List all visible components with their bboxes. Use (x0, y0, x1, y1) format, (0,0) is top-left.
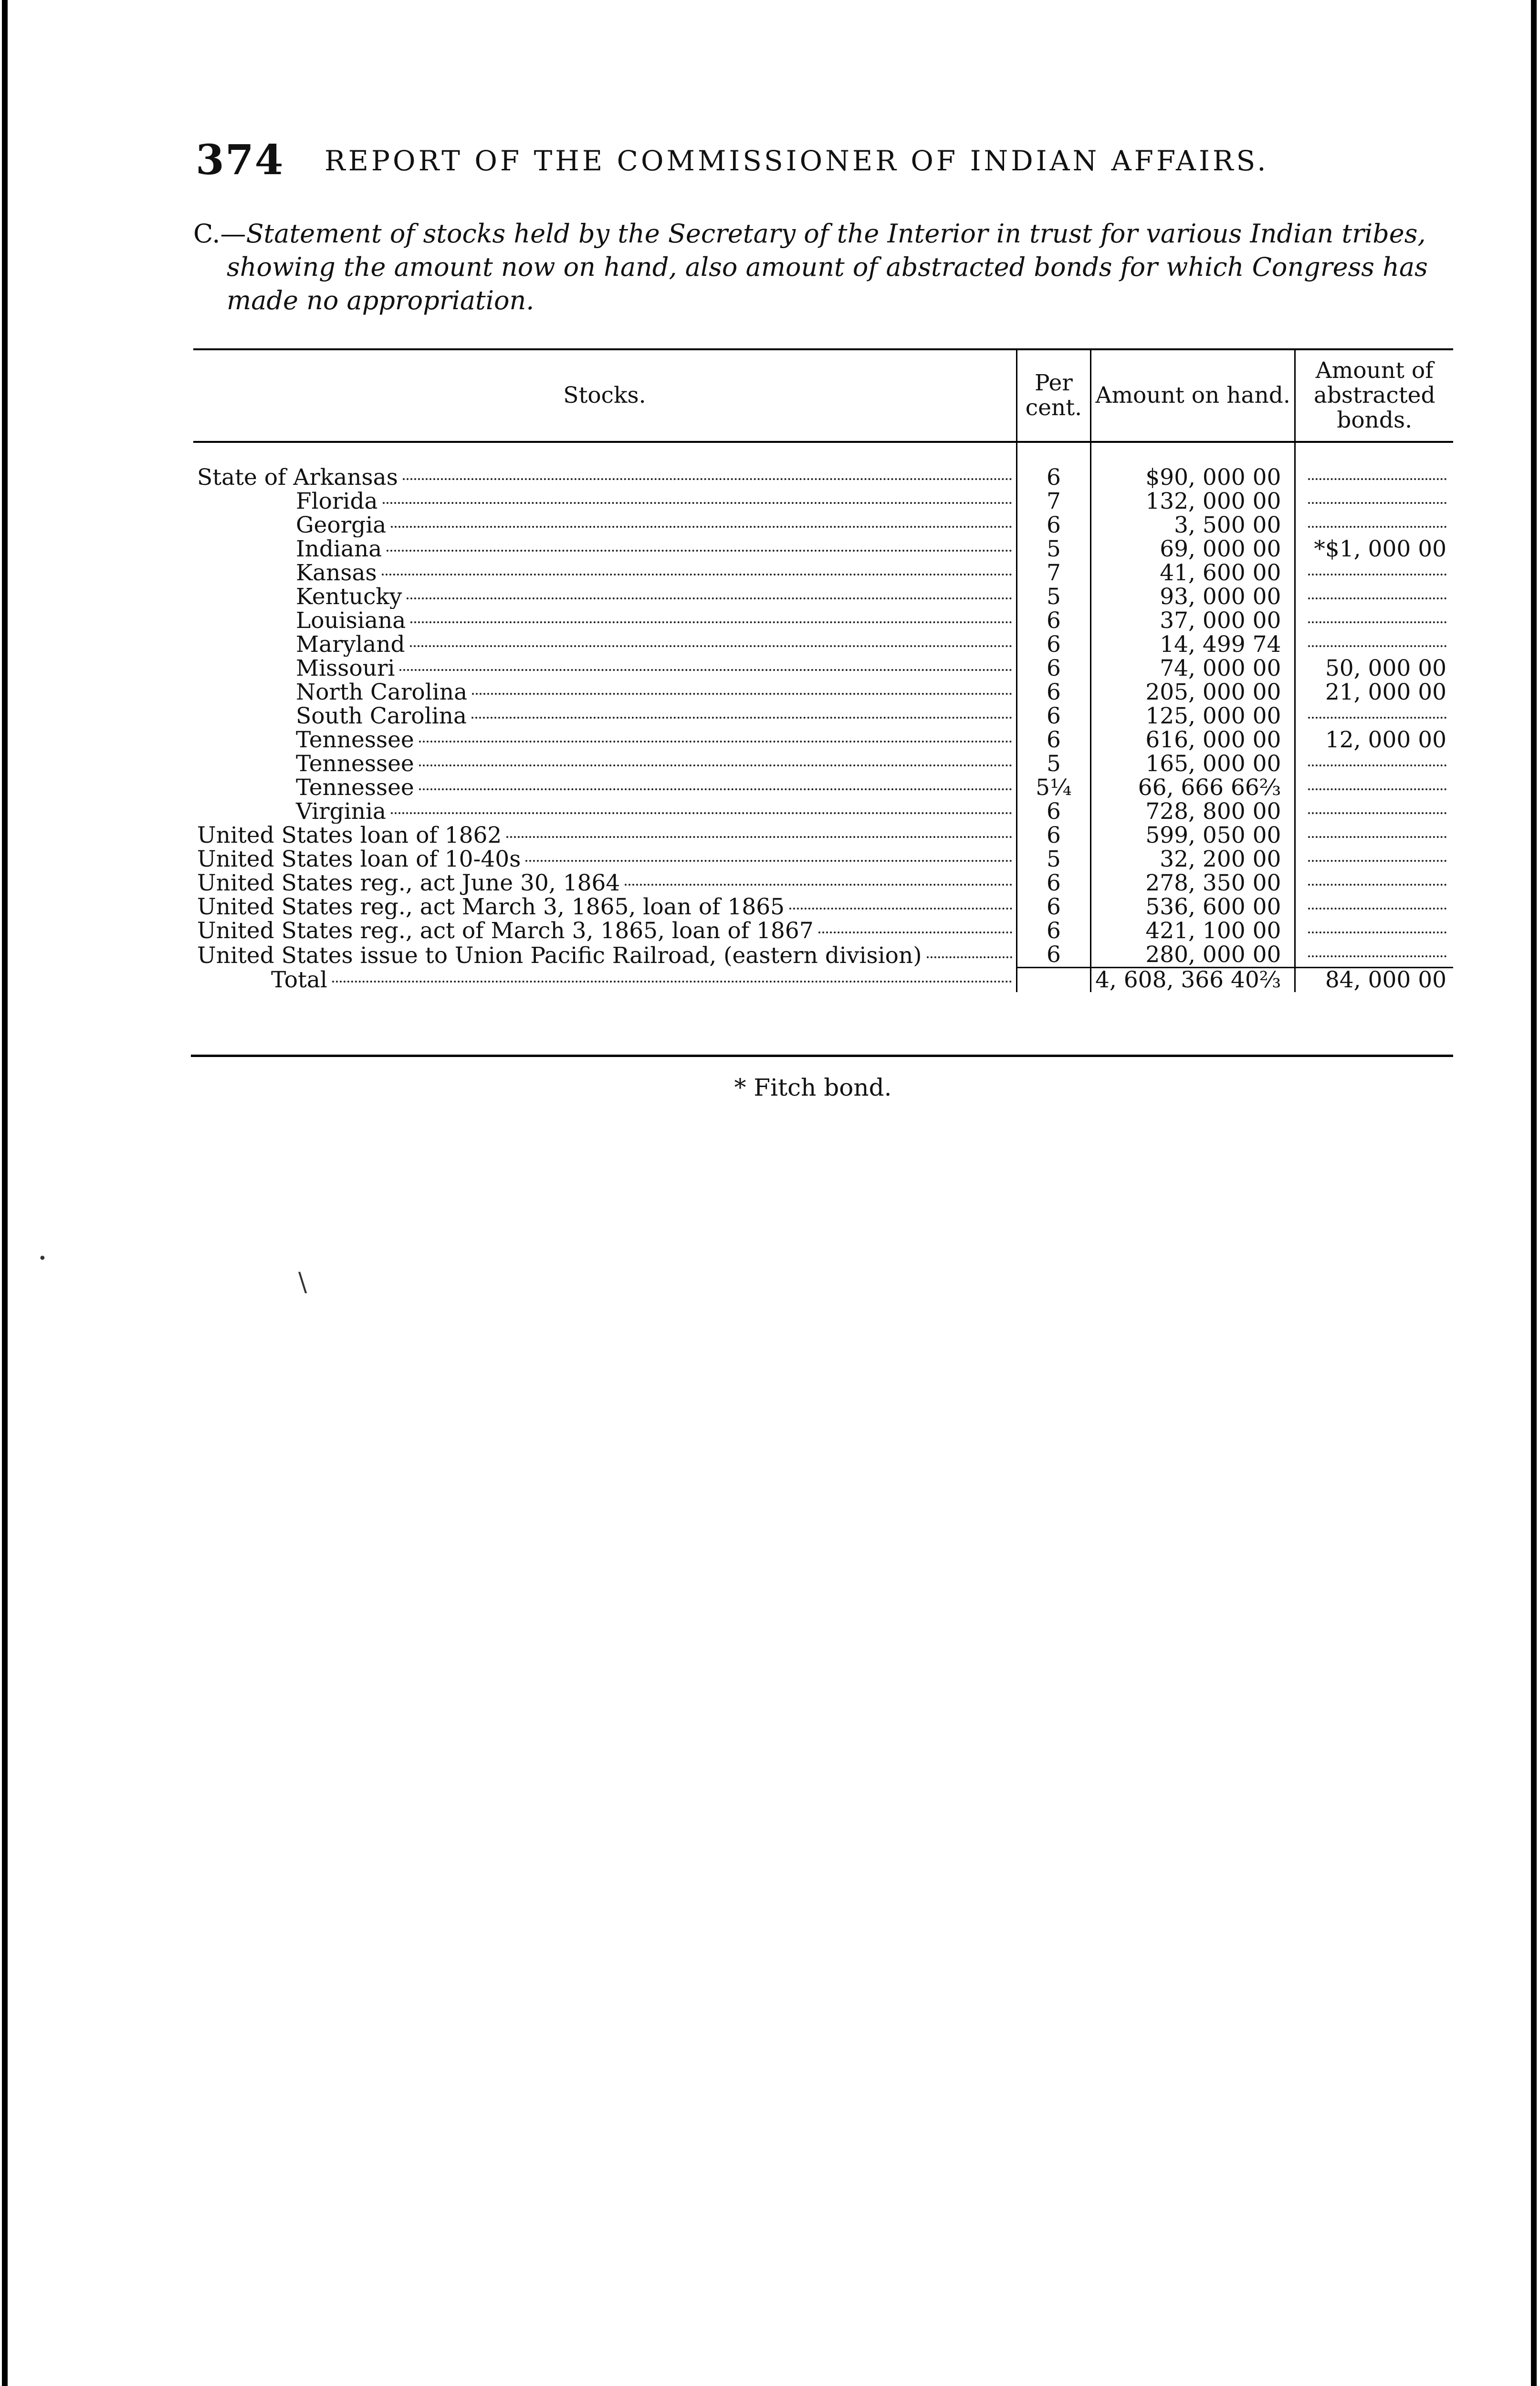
rate-cell: 6 (1016, 895, 1090, 919)
amount-cell: 165, 000 00 (1090, 752, 1295, 776)
amount-cell: 32, 200 00 (1090, 848, 1295, 871)
empty-dot-leader (1308, 955, 1446, 957)
abstracted-cell (1295, 585, 1453, 609)
table-row (193, 680, 1453, 704)
stock-name: Missouri (296, 657, 395, 680)
abstracted-cell (1295, 895, 1453, 919)
stock-name: Indiana (296, 537, 382, 561)
amount-cell: 66, 666 66⅔ (1090, 776, 1295, 800)
table-row (193, 871, 1453, 895)
table-row (193, 657, 1453, 680)
stock-name-cell (193, 728, 1016, 752)
dot-leader (818, 931, 1012, 933)
table-row (193, 800, 1453, 824)
stock-name-cell (193, 943, 1016, 968)
stock-name: Georgia (296, 513, 387, 537)
dot-leader (506, 836, 1012, 838)
empty-dot-leader (1308, 884, 1446, 886)
table-row (193, 466, 1453, 490)
empty-dot-leader (1308, 836, 1446, 838)
amount-cell: 37, 000 00 (1090, 609, 1295, 633)
table-row (193, 848, 1453, 871)
total-abstracted: 84, 000 00 (1295, 968, 1453, 993)
table-row (193, 824, 1453, 848)
header-stocks: Stocks. (193, 349, 1016, 442)
stocks-table (193, 348, 1453, 992)
stock-name: United States reg., act March 3, 1865, loan of 1865 (197, 895, 785, 919)
dot-leader (407, 597, 1012, 599)
table-row (193, 776, 1453, 800)
rate-cell: 6 (1016, 680, 1090, 704)
stock-name: Tennessee (296, 776, 414, 800)
dot-leader (927, 956, 1012, 958)
abstracted-cell (1295, 490, 1453, 513)
rate-cell: 6 (1016, 800, 1090, 824)
abstracted-cell (1295, 561, 1453, 585)
caption-line-2: showing the amount now on hand, also amount of abstracted bonds for which Congress has (227, 252, 1428, 282)
dot-leader (472, 693, 1012, 695)
stock-name: Kentucky (296, 585, 402, 609)
stock-name: Kansas (296, 561, 377, 585)
stock-name-cell (193, 490, 1016, 513)
dot-leader (410, 621, 1012, 623)
rate-cell: 5 (1016, 537, 1090, 561)
empty-dot-leader (1308, 931, 1446, 933)
dot-leader (789, 908, 1012, 910)
stock-name: State of Arkansas (197, 466, 398, 490)
abstracted-cell (1295, 776, 1453, 800)
amount-cell: 125, 000 00 (1090, 704, 1295, 728)
stock-name-cell (193, 513, 1016, 537)
caption-lead: C.— (193, 219, 246, 249)
stock-name-cell (193, 680, 1016, 704)
stray-dot-mark: • (38, 1250, 47, 1267)
rate-cell: 5 (1016, 848, 1090, 871)
dot-leader (403, 478, 1012, 480)
stock-name-cell (193, 752, 1016, 776)
amount-cell: 278, 350 00 (1090, 871, 1295, 895)
stock-name: South Carolina (296, 704, 467, 728)
rate-cell: 5 (1016, 585, 1090, 609)
abstracted-cell: 50, 000 00 (1295, 657, 1453, 680)
stock-name-cell (193, 871, 1016, 895)
empty-dot-leader (1308, 621, 1446, 623)
stock-name-cell (193, 585, 1016, 609)
stock-name: United States loan of 1862 (197, 824, 502, 848)
running-head: REPORT OF THE COMMISSIONER OF INDIAN AFFAIRS. (325, 145, 1269, 177)
empty-dot-leader (1308, 645, 1446, 647)
empty-dot-leader (1308, 717, 1446, 719)
rate-cell: 6 (1016, 513, 1090, 537)
stock-name-cell (193, 800, 1016, 824)
amount-cell: 599, 050 00 (1090, 824, 1295, 848)
rate-cell: 6 (1016, 704, 1090, 728)
stock-name-cell (193, 895, 1016, 919)
stock-name: Louisiana (296, 609, 406, 633)
abstracted-cell: 12, 000 00 (1295, 728, 1453, 752)
table-row (193, 537, 1453, 561)
amount-cell: 536, 600 00 (1090, 895, 1295, 919)
dot-leader (382, 574, 1012, 576)
stock-name-cell (193, 657, 1016, 680)
stock-name-cell (193, 776, 1016, 800)
empty-dot-leader (1308, 574, 1446, 576)
dot-leader (419, 788, 1012, 790)
abstracted-cell (1295, 466, 1453, 490)
table-bottom-rule (191, 1055, 1453, 1057)
stock-name: Virginia (296, 800, 387, 824)
abstracted-cell (1295, 704, 1453, 728)
table-row (193, 561, 1453, 585)
total-row (193, 968, 1453, 993)
stock-name-cell (193, 704, 1016, 728)
stock-name-cell (193, 824, 1016, 848)
rate-cell: 6 (1016, 728, 1090, 752)
amount-cell: 421, 100 00 (1090, 919, 1295, 943)
empty-dot-leader (1308, 788, 1446, 790)
amount-cell: 93, 000 00 (1090, 585, 1295, 609)
amount-cell: $90, 000 00 (1090, 466, 1295, 490)
empty-dot-leader (1308, 764, 1446, 766)
rate-cell: 6 (1016, 609, 1090, 633)
header-abstracted-bonds: Amount of abstracted bonds. (1295, 349, 1453, 442)
header-per-cent: Per cent. (1016, 349, 1090, 442)
empty-dot-leader (1308, 908, 1446, 910)
amount-cell: 205, 000 00 (1090, 680, 1295, 704)
dot-leader (471, 717, 1012, 719)
table-row (193, 919, 1453, 943)
dot-leader (391, 812, 1012, 814)
stock-name-cell (193, 609, 1016, 633)
dot-leader (383, 502, 1012, 504)
rate-cell: 6 (1016, 943, 1090, 968)
total-label-cell (193, 968, 1016, 993)
stock-name-cell (193, 537, 1016, 561)
dot-leader (387, 550, 1012, 552)
empty-dot-leader (1308, 502, 1446, 504)
rate-cell: 5¼ (1016, 776, 1090, 800)
abstracted-cell (1295, 871, 1453, 895)
stock-name: United States issue to Union Pacific Railroad, (eastern division) (197, 943, 922, 968)
dot-leader (625, 884, 1012, 886)
abstracted-cell (1295, 824, 1453, 848)
rate-cell: 6 (1016, 657, 1090, 680)
abstracted-cell: 21, 000 00 (1295, 680, 1453, 704)
empty-dot-leader (1308, 526, 1446, 528)
rate-cell: 6 (1016, 466, 1090, 490)
table-row (193, 609, 1453, 633)
footnote: * Fitch bond. (734, 1074, 892, 1101)
amount-cell: 132, 000 00 (1090, 490, 1295, 513)
table-row (193, 943, 1453, 968)
stock-name: United States loan of 10-40s (197, 848, 521, 871)
abstracted-cell: *$1, 000 00 (1295, 537, 1453, 561)
stock-name-cell (193, 633, 1016, 657)
rate-cell: 7 (1016, 561, 1090, 585)
dot-leader (399, 669, 1012, 671)
stock-name: United States reg., act June 30, 1864 (197, 871, 620, 895)
stock-name: Maryland (296, 633, 405, 657)
amount-cell: 616, 000 00 (1090, 728, 1295, 752)
table-row (193, 513, 1453, 537)
dot-leader (410, 645, 1012, 647)
header-amount-on-hand: Amount on hand. (1090, 349, 1295, 442)
abstracted-cell (1295, 848, 1453, 871)
stock-name: Florida (296, 490, 378, 513)
amount-cell: 69, 000 00 (1090, 537, 1295, 561)
dot-leader (419, 741, 1012, 743)
abstracted-cell (1295, 800, 1453, 824)
abstracted-cell (1295, 609, 1453, 633)
page-header (196, 136, 1341, 193)
stock-name: United States reg., act of March 3, 1865, loan of 1867 (197, 919, 814, 943)
abstracted-cell (1295, 513, 1453, 537)
rate-cell: 6 (1016, 633, 1090, 657)
table-body (193, 442, 1453, 992)
page-number: 374 (196, 136, 284, 184)
stock-name-cell (193, 466, 1016, 490)
table-row (193, 704, 1453, 728)
caption-line-3: made no appropriation. (227, 285, 534, 315)
table-spacer (193, 442, 1453, 466)
rate-cell: 7 (1016, 490, 1090, 513)
rate-cell: 5 (1016, 752, 1090, 776)
amount-cell: 74, 000 00 (1090, 657, 1295, 680)
table-row (193, 728, 1453, 752)
empty-dot-leader (1308, 478, 1446, 480)
total-amount: 4, 608, 366 40⅔ (1090, 968, 1295, 993)
dot-leader (391, 526, 1012, 528)
stray-tick-mark: \ (298, 1267, 307, 1297)
stock-name: North Carolina (296, 680, 468, 704)
table-caption (193, 217, 1453, 317)
stock-name: Tennessee (296, 728, 414, 752)
stock-name: Tennessee (296, 752, 414, 776)
amount-cell: 728, 800 00 (1090, 800, 1295, 824)
table-row (193, 633, 1453, 657)
table-row (193, 585, 1453, 609)
stock-name-cell (193, 919, 1016, 943)
rate-cell: 6 (1016, 871, 1090, 895)
dot-leader (332, 981, 1012, 983)
table-row (193, 490, 1453, 513)
amount-cell: 41, 600 00 (1090, 561, 1295, 585)
caption-line-1: Statement of stocks held by the Secretary of the Interior in trust for various Indian tribes, (246, 219, 1426, 249)
table-row (193, 752, 1453, 776)
abstracted-cell (1295, 943, 1453, 968)
dot-leader (419, 764, 1012, 766)
empty-dot-leader (1308, 860, 1446, 862)
rate-cell: 6 (1016, 824, 1090, 848)
total-label: Total (271, 967, 327, 992)
table-row (193, 895, 1453, 919)
dot-leader (525, 860, 1012, 862)
amount-cell: 14, 499 74 (1090, 633, 1295, 657)
abstracted-cell (1295, 633, 1453, 657)
stock-name-cell (193, 848, 1016, 871)
stock-name-cell (193, 561, 1016, 585)
table-header-row (193, 349, 1453, 442)
empty-dot-leader (1308, 812, 1446, 814)
total-rate-cell (1016, 968, 1090, 993)
amount-cell: 280, 000 00 (1090, 943, 1295, 968)
rate-cell: 6 (1016, 919, 1090, 943)
abstracted-cell (1295, 752, 1453, 776)
amount-cell: 3, 500 00 (1090, 513, 1295, 537)
abstracted-cell (1295, 919, 1453, 943)
empty-dot-leader (1308, 597, 1446, 599)
